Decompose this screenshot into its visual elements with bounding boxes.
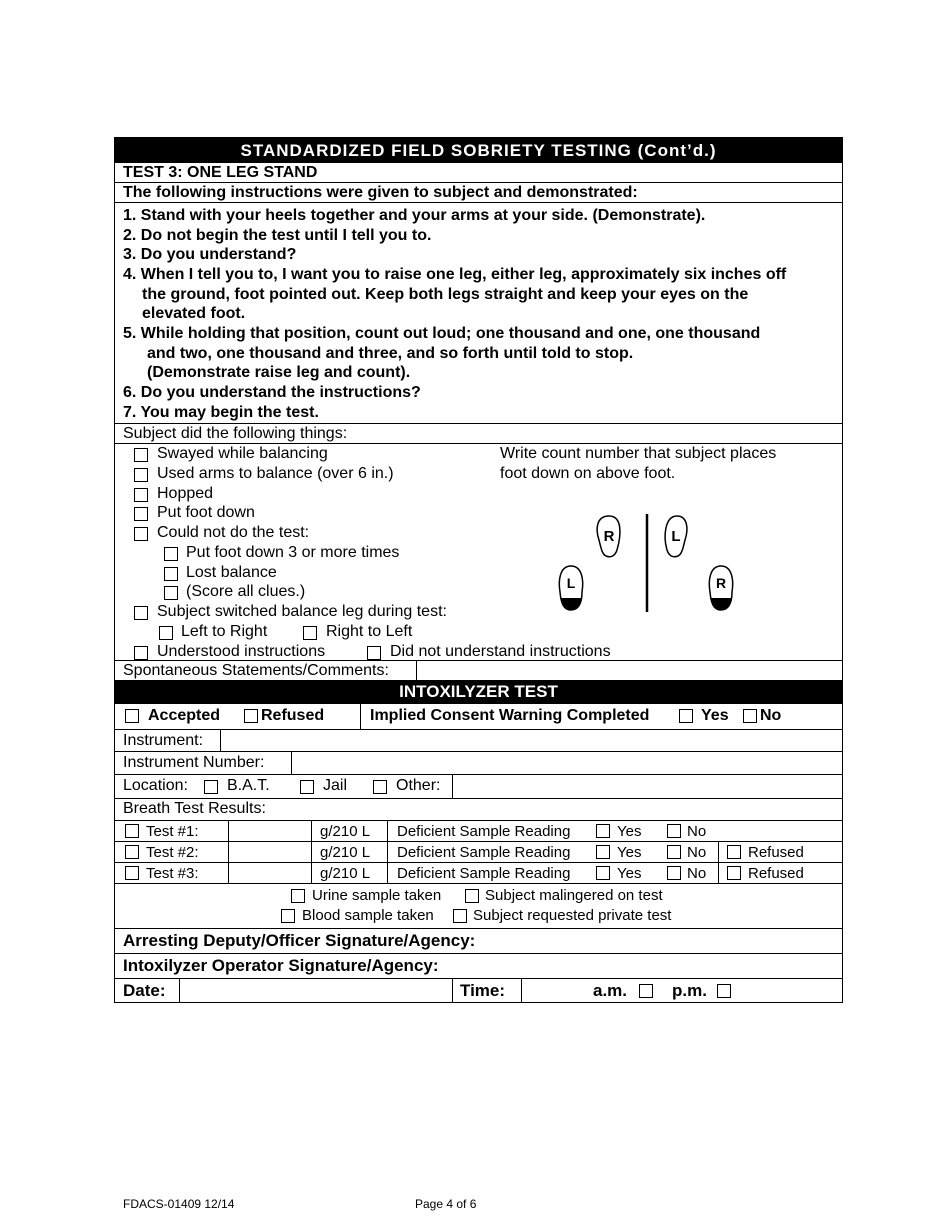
date-label: Date: xyxy=(123,981,166,1000)
test-3-checkbox[interactable] xyxy=(125,866,139,880)
test-2-checkbox[interactable] xyxy=(125,845,139,859)
location-row xyxy=(115,774,842,798)
understood-checkbox[interactable] xyxy=(134,646,148,660)
instruction-5-cont2: (Demonstrate raise leg and count). xyxy=(147,364,411,381)
test-3-yes-label: Yes xyxy=(617,865,642,882)
test-3-unit: g/210 L xyxy=(320,865,371,882)
am-checkbox[interactable] xyxy=(639,984,653,998)
right-foot-raised-icon xyxy=(597,516,620,557)
blood-label: Blood sample taken xyxy=(302,907,434,924)
did-not-understand-label: Did not understand instructions xyxy=(390,643,611,660)
urine-label: Urine sample taken xyxy=(312,887,442,904)
consent-no-checkbox[interactable] xyxy=(743,709,757,723)
test-1-yes-label: Yes xyxy=(617,823,642,840)
subject-did-row xyxy=(115,423,842,443)
right-to-left-checkbox[interactable] xyxy=(303,626,317,640)
test-1-label: Test #1: xyxy=(146,823,199,840)
test-2-yes-checkbox[interactable] xyxy=(596,845,610,859)
switched-label: Subject switched balance leg during test: xyxy=(157,603,447,620)
operator-signature-label: Intoxilyzer Operator Signature/Agency: xyxy=(123,956,439,975)
foot-label-l-bottom: L xyxy=(566,575,576,591)
test-1-no-label: No xyxy=(687,823,707,840)
could-not-label: Could not do the test: xyxy=(157,524,310,541)
instruction-5-cont: and two, one thousand and three, and so forth until told to stop. xyxy=(147,345,634,362)
test-1-deficient: Deficient Sample Reading xyxy=(397,823,571,840)
test3-title: TEST 3: ONE LEG STAND xyxy=(123,164,318,181)
instrument-number-row xyxy=(115,751,842,774)
arresting-signature-label: Arresting Deputy/Officer Signature/Agency: xyxy=(123,931,476,950)
test-2-refused-label: Refused xyxy=(748,844,804,861)
test-3-no-label: No xyxy=(687,865,707,882)
instruction-4: 4. When I tell you to, I want you to raise one leg, either leg, approximately six inches off xyxy=(123,266,787,283)
foot-diagram xyxy=(555,506,745,626)
foot-down-3-label: Put foot down 3 or more times xyxy=(186,544,400,561)
right-foot-planted-icon xyxy=(709,566,732,610)
instruction-7: 7. You may begin the test. xyxy=(123,404,319,421)
subject-did-label: Subject did the following things: xyxy=(123,425,348,442)
left-foot-planted-icon xyxy=(559,566,582,610)
instrument-number-label: Instrument Number: xyxy=(123,754,265,771)
blood-checkbox[interactable] xyxy=(281,909,295,923)
test-2-no-label: No xyxy=(687,844,707,861)
location-jail-label: Jail xyxy=(323,777,348,794)
test-2-yes-label: Yes xyxy=(617,844,642,861)
consent-no-label: No xyxy=(760,707,782,724)
foot-down-3-checkbox[interactable] xyxy=(164,547,178,561)
test-3-refused-label: Refused xyxy=(748,865,804,882)
date-time-row xyxy=(115,978,842,1003)
count-note-1: Write count number that subject places xyxy=(500,445,777,462)
instruction-4-cont: the ground, foot pointed out. Keep both legs straight and keep your eyes on the xyxy=(142,286,749,303)
test-2-no-checkbox[interactable] xyxy=(667,845,681,859)
test-2-label: Test #2: xyxy=(146,844,199,861)
refused-checkbox[interactable] xyxy=(244,709,258,723)
instructions-block xyxy=(115,202,842,423)
time-label: Time: xyxy=(460,981,506,1000)
breath-results-label: Breath Test Results: xyxy=(123,800,266,817)
consent-yes-checkbox[interactable] xyxy=(679,709,693,723)
accepted-checkbox[interactable] xyxy=(125,709,139,723)
lost-balance-label: Lost balance xyxy=(186,564,277,581)
foot-label-r-top: R xyxy=(603,528,615,545)
swayed-label: Swayed while balancing xyxy=(157,445,328,462)
test3-title-row xyxy=(115,162,842,182)
page-number: Page 4 of 6 xyxy=(415,1197,477,1211)
score-all-checkbox[interactable] xyxy=(164,586,178,600)
arms-label: Used arms to balance (over 6 in.) xyxy=(157,465,394,482)
instruction-5: 5. While holding that position, count out loud; one thousand and one, one thousand xyxy=(123,325,761,342)
form-title: STANDARDIZED FIELD SOBRIETY TESTING (Cont’d.) xyxy=(115,138,842,162)
test-1-yes-checkbox[interactable] xyxy=(596,824,610,838)
consent-row xyxy=(115,704,842,729)
test-3-label: Test #3: xyxy=(146,865,199,882)
malingered-label: Subject malingered on test xyxy=(485,887,663,904)
count-note-2: foot down on above foot. xyxy=(500,465,676,482)
left-foot-raised-icon xyxy=(665,516,687,557)
consent-yes-label: Yes xyxy=(701,707,729,724)
lost-balance-checkbox[interactable] xyxy=(164,567,178,581)
test-3-deficient: Deficient Sample Reading xyxy=(397,865,571,882)
score-all-label: (Score all clues.) xyxy=(186,583,306,600)
samples-block xyxy=(115,883,842,928)
instruction-6: 6. Do you understand the instructions? xyxy=(123,384,421,401)
urine-checkbox[interactable] xyxy=(291,889,305,903)
instrument-label: Instrument: xyxy=(123,732,204,749)
sobriety-form xyxy=(114,137,843,1003)
private-test-checkbox[interactable] xyxy=(453,909,467,923)
switched-checkbox[interactable] xyxy=(134,606,148,620)
comments-row xyxy=(115,660,842,680)
test-3-row xyxy=(115,862,842,883)
test3-intro-row xyxy=(115,182,842,202)
location-other-label: Other: xyxy=(396,777,441,794)
location-jail-checkbox[interactable] xyxy=(300,780,314,794)
understood-label: Understood instructions xyxy=(157,643,326,660)
left-to-right-label: Left to Right xyxy=(181,623,268,640)
test-2-deficient: Deficient Sample Reading xyxy=(397,844,571,861)
right-to-left-label: Right to Left xyxy=(326,623,413,640)
arms-checkbox[interactable] xyxy=(134,468,148,482)
test-3-no-checkbox[interactable] xyxy=(667,866,681,880)
pm-checkbox[interactable] xyxy=(717,984,731,998)
put-foot-down-label: Put foot down xyxy=(157,504,255,521)
test-2-row xyxy=(115,841,842,862)
test-1-no-checkbox[interactable] xyxy=(667,824,681,838)
instrument-row xyxy=(115,729,842,751)
test3-intro: The following instructions were given to subject and demonstrated: xyxy=(123,184,638,201)
test-1-row xyxy=(115,820,842,841)
intox-title: INTOXILYZER TEST xyxy=(115,680,842,704)
instruction-1: 1. Stand with your heels together and your arms at your side. (Demonstrate). xyxy=(123,207,706,224)
left-to-right-checkbox[interactable] xyxy=(159,626,173,640)
hopped-checkbox[interactable] xyxy=(134,488,148,502)
operator-signature-row xyxy=(115,953,842,978)
implied-consent-label: Implied Consent Warning Completed xyxy=(370,707,650,724)
did-not-understand-checkbox[interactable] xyxy=(367,646,381,660)
comments-label: Spontaneous Statements/Comments: xyxy=(123,662,389,679)
instruction-3: 3. Do you understand? xyxy=(123,246,297,263)
put-foot-down-checkbox[interactable] xyxy=(134,507,148,521)
test-1-checkbox[interactable] xyxy=(125,824,139,838)
instruction-2: 2. Do not begin the test until I tell you to. xyxy=(123,227,432,244)
location-other-checkbox[interactable] xyxy=(373,780,387,794)
private-test-label: Subject requested private test xyxy=(473,907,672,924)
form-id: FDACS-01409 12/14 xyxy=(123,1197,235,1211)
test-3-yes-checkbox[interactable] xyxy=(596,866,610,880)
pm-label: p.m. xyxy=(672,981,707,1000)
test-2-unit: g/210 L xyxy=(320,844,371,861)
location-bat-label: B.A.T. xyxy=(227,777,270,794)
foot-label-r-bottom: R xyxy=(715,575,727,591)
test-3-refused-checkbox[interactable] xyxy=(727,866,741,880)
test-1-unit: g/210 L xyxy=(320,823,371,840)
accepted-label: Accepted xyxy=(148,707,221,724)
arresting-signature-row xyxy=(115,928,842,953)
location-label: Location: xyxy=(123,777,188,794)
clues-block xyxy=(115,443,842,660)
hopped-label: Hopped xyxy=(157,485,214,502)
refused-label: Refused xyxy=(261,707,325,724)
location-bat-checkbox[interactable] xyxy=(204,780,218,794)
breath-results-row xyxy=(115,798,842,820)
am-label: a.m. xyxy=(593,981,628,1000)
foot-label-l-top: L xyxy=(671,528,681,545)
could-not-checkbox[interactable] xyxy=(134,527,148,541)
test-2-refused-checkbox[interactable] xyxy=(727,845,741,859)
instruction-4-cont2: elevated foot. xyxy=(142,305,246,322)
malingered-checkbox[interactable] xyxy=(465,889,479,903)
swayed-checkbox[interactable] xyxy=(134,448,148,462)
